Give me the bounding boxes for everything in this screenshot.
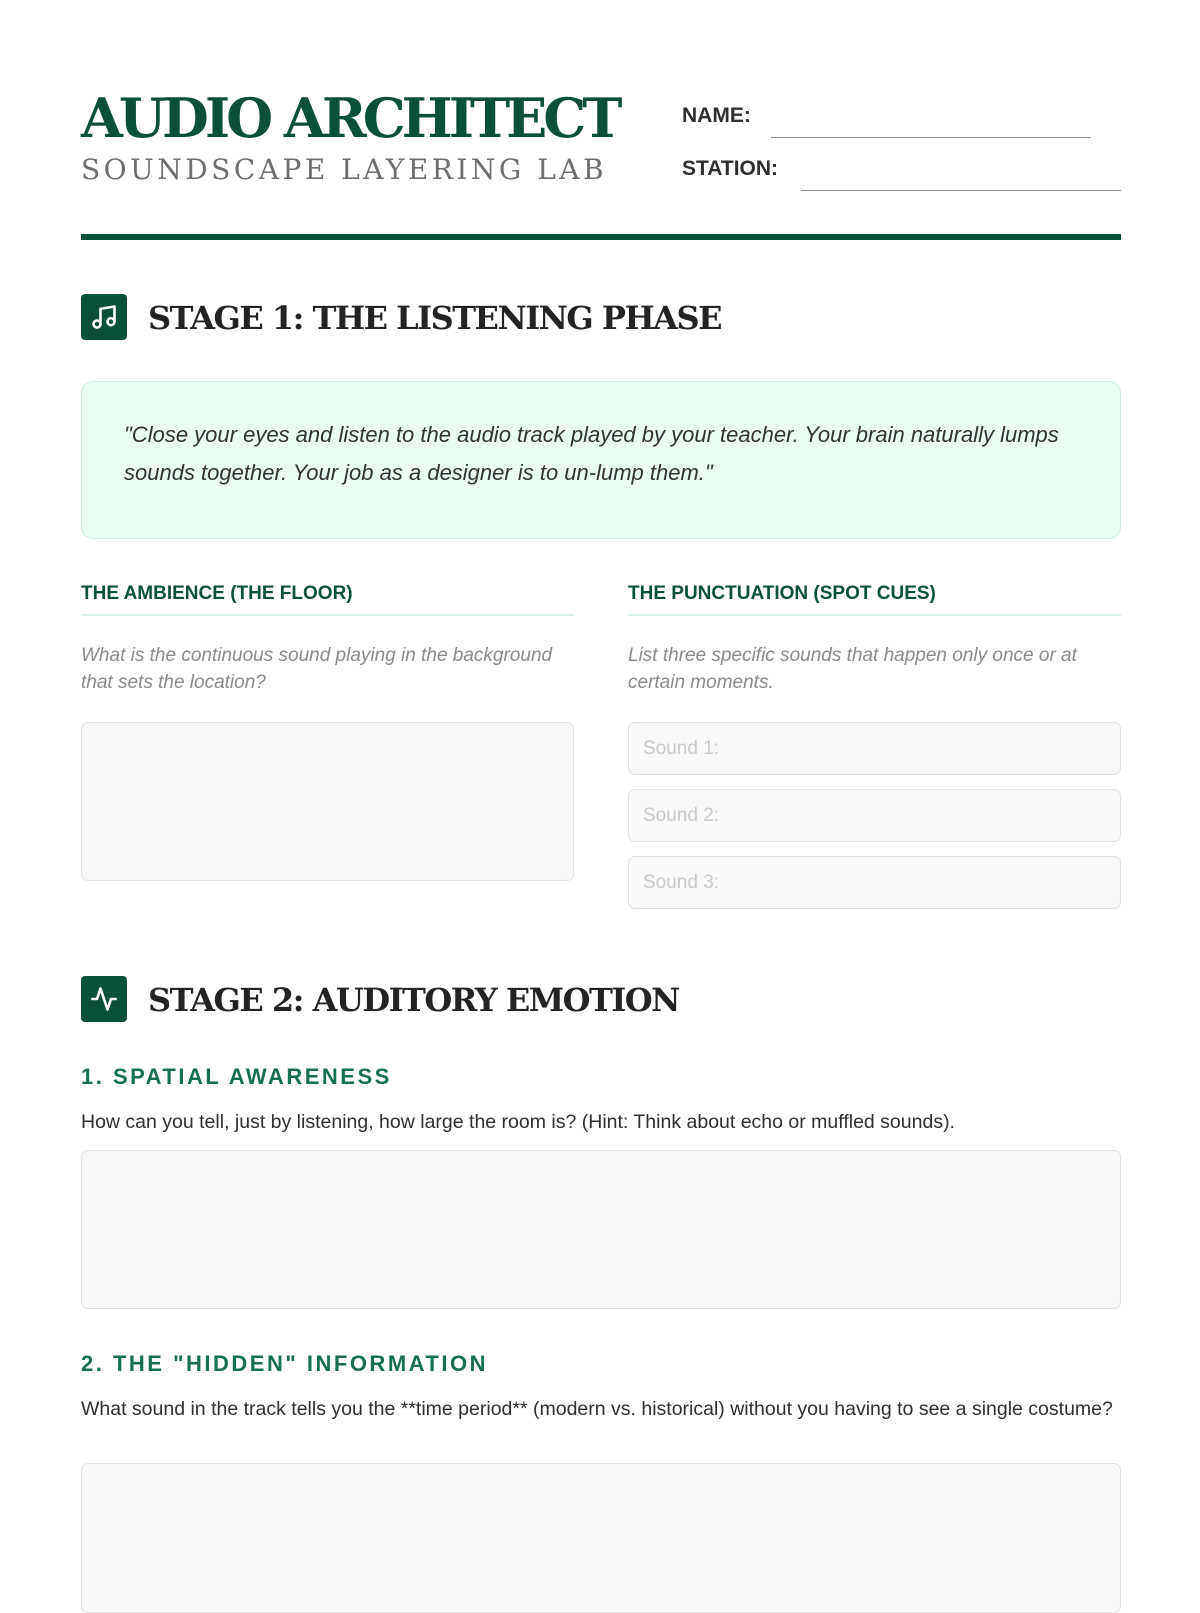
stage-1-title: STAGE 1: THE LISTENING PHASE	[148, 299, 721, 337]
sound-1-input[interactable]	[628, 722, 1121, 775]
music-note-icon	[81, 294, 127, 340]
instruction-quote-box	[81, 381, 1121, 539]
spatial-awareness-answer-box[interactable]	[81, 1150, 1121, 1309]
name-field[interactable]	[771, 137, 1091, 138]
stage-2-heading	[81, 976, 1121, 1024]
sound-3-input[interactable]	[628, 856, 1121, 909]
worksheet-subtitle: SOUNDSCAPE LAYERING LAB	[81, 153, 608, 186]
instruction-quote: "Close your eyes and listen to the audio track played by your teacher. Your brain naturally lumps sounds together. Your job as a designer is to un-lump them."	[124, 422, 1059, 485]
activity-pulse-icon	[81, 976, 127, 1022]
ambience-answer-box[interactable]	[81, 722, 574, 881]
hidden-information-answer-box[interactable]	[81, 1463, 1121, 1613]
worksheet-header	[81, 82, 1121, 202]
spatial-awareness-question: How can you tell, just by listening, how large the room is? (Hint: Think about echo or muffled sounds).	[81, 1111, 955, 1133]
punctuation-section	[628, 580, 1121, 696]
worksheet-title: AUDIO ARCHITECT	[81, 86, 619, 150]
station-field[interactable]	[801, 190, 1121, 191]
hidden-information-heading: 2. THE "HIDDEN" INFORMATION	[81, 1351, 488, 1376]
name-label: NAME:	[682, 104, 751, 127]
ambience-section	[81, 580, 574, 696]
punctuation-prompt: List three specific sounds that happen only once or at certain moments.	[628, 645, 1077, 693]
header-divider	[81, 234, 1121, 240]
stage-2-title: STAGE 2: AUDITORY EMOTION	[148, 981, 679, 1019]
spatial-awareness-heading: 1. SPATIAL AWARENESS	[81, 1064, 392, 1089]
hidden-information-question: What sound in the track tells you the **time period** (modern vs. historical) without you having to see a single costume?	[81, 1398, 1113, 1420]
stage-1-heading	[81, 294, 1121, 342]
sound-2-input[interactable]	[628, 789, 1121, 842]
station-label: STATION:	[682, 157, 779, 180]
ambience-heading: THE AMBIENCE (THE FLOOR)	[81, 580, 574, 616]
ambience-prompt: What is the continuous sound playing in the background that sets the location?	[81, 645, 553, 693]
punctuation-heading: THE PUNCTUATION (SPOT CUES)	[628, 580, 1121, 616]
